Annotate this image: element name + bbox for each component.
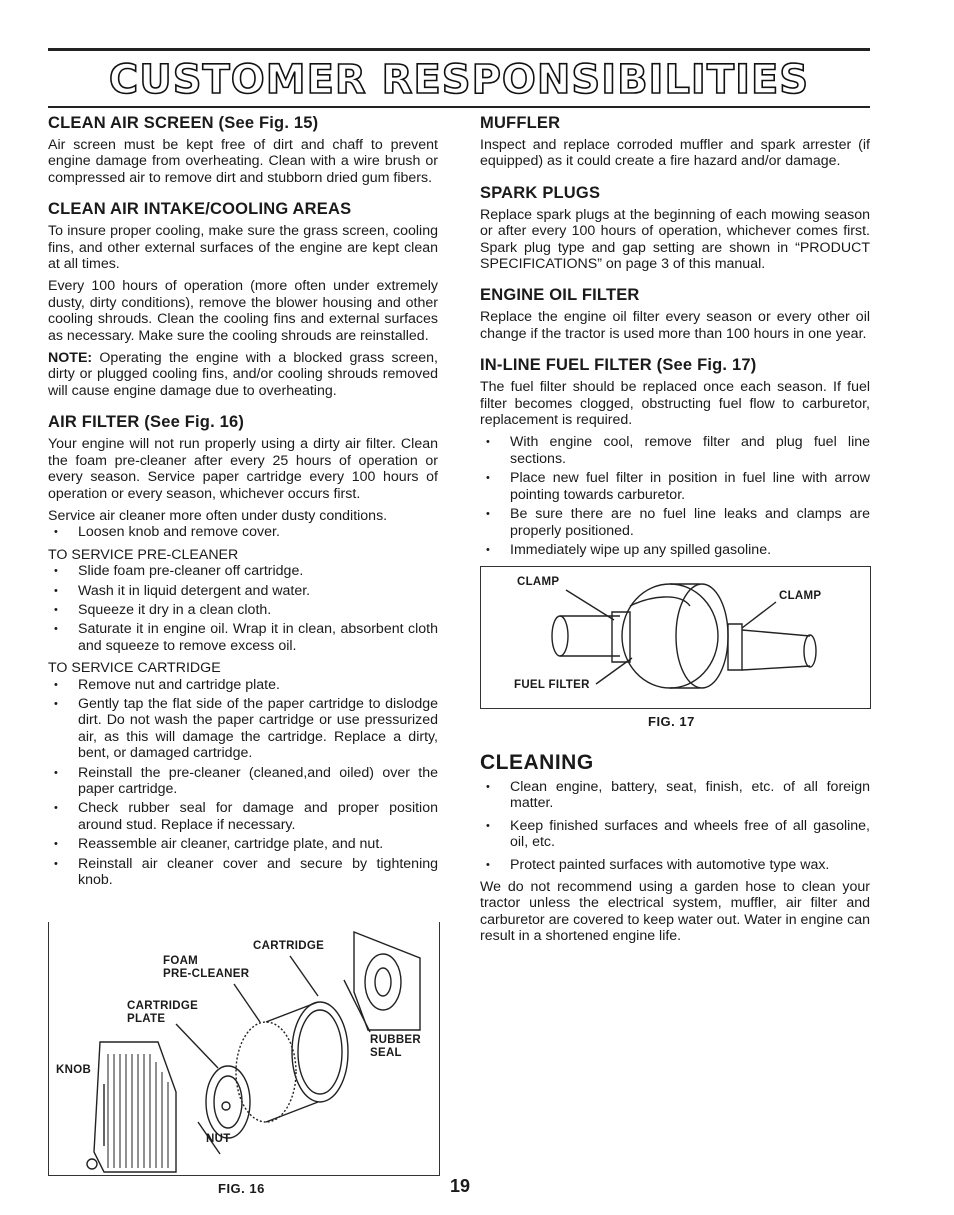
list-item: • Reinstall the pre-cleaner (cleaned,and oiled) over the paper cartridge.: [48, 765, 438, 798]
fuel-filter-heading: IN-LINE FUEL FILTER (See Fig. 17): [480, 356, 757, 375]
list-item: • Place new fuel filter in position in fuel line with arrow pointing towards carburetor.: [480, 470, 870, 503]
intake-paragraph-1: To insure proper cooling, make sure the grass screen, cooling fins, and other external surfaces of the engine are kept clean at all times.: [48, 223, 438, 273]
title-underline: [48, 106, 870, 108]
fuel-filter-list: [480, 434, 870, 558]
list-item: • Wash it in liquid detergent and water.: [48, 583, 438, 599]
fig16-label-foam: FOAM: [163, 955, 199, 967]
pre-cleaner-subheading: TO SERVICE PRE-CLEANER: [48, 546, 239, 563]
cleaning-heading: CLEANING: [480, 751, 594, 774]
fig17-label-clamp-left: CLAMP: [517, 576, 560, 588]
list-item: • Slide foam pre-cleaner off cartridge.: [48, 563, 438, 579]
list-item: • Reassemble air cleaner, cartridge plate, and nut.: [48, 836, 438, 852]
fig16-label-knob: KNOB: [56, 1064, 92, 1076]
fig16-caption: FIG. 16: [218, 1181, 265, 1196]
fig17-label-fuel-filter: FUEL FILTER: [514, 679, 590, 691]
fig17-label-clamp-right: CLAMP: [779, 590, 822, 602]
air-screen-heading: CLEAN AIR SCREEN (See Fig. 15): [48, 114, 319, 132]
fig16-label-cartridge-plate-1: CARTRIDGE: [127, 1000, 199, 1012]
fig16-label-cartridge: CARTRIDGE: [253, 940, 325, 952]
pre-cleaner-list: [48, 563, 438, 654]
list-item: • Gently tap the flat side of the paper cartridge to dislodge dirt. Do not wash the paper cartridge or use pressurized air, as this will damage the cartridge. Replace a dirty, bent, or damaged cartridge.: [48, 696, 438, 762]
cartridge-list: [48, 677, 438, 889]
top-rule: [48, 48, 870, 51]
note-text: Operating the engine with a blocked grass screen, dirty or plugged cooling fins, and/or cooling shrouds removed will cause engine damage due to overheating.: [48, 350, 438, 399]
page-title: CUSTOMER RESPONSIBILITIES: [108, 57, 810, 103]
list-item: • With engine cool, remove filter and plug fuel line sections.: [480, 434, 870, 467]
cleaning-text: We do not recommend using a garden hose to clean your tractor unless the electrical system, muffler, air filter and carburetor are covered to keep water out. Water in engine can result in a shortened engine life.: [480, 879, 870, 945]
fig16-label-seal: SEAL: [370, 1047, 402, 1059]
intake-heading: CLEAN AIR INTAKE/COOLING AREAS: [48, 200, 352, 219]
note-label: NOTE:: [48, 350, 93, 367]
muffler-heading: MUFFLER: [480, 114, 561, 132]
cartridge-subheading: TO SERVICE CARTRIDGE: [48, 660, 221, 677]
list-item: • Check rubber seal for damage and proper position around stud. Replace if necessary.: [48, 800, 438, 833]
air-filter-heading: AIR FILTER (See Fig. 16): [48, 413, 245, 432]
muffler-text: Inspect and replace corroded muffler and spark arrester (if equipped) as it could create a fire hazard and/or damage.: [480, 137, 870, 170]
fuel-filter-text: The fuel filter should be replaced once each season. If fuel filter becomes clogged, obstructing fuel flow to carburetor, replacement is required.: [480, 379, 870, 429]
list-item: • Immediately wipe up any spilled gasoline.: [480, 542, 870, 558]
fig16-label-rubber: RUBBER: [370, 1034, 421, 1046]
intake-note: [48, 350, 438, 399]
list-item: • Be sure there are no fuel line leaks and clamps are properly positioned.: [480, 506, 870, 539]
fig16-label-nut: NUT: [206, 1133, 231, 1145]
list-item: • Remove nut and cartridge plate.: [48, 677, 438, 693]
fig16-label-precleaner: PRE-CLEANER: [163, 968, 250, 980]
air-filter-paragraph-1: Your engine will not run properly using a dirty air filter. Clean the foam pre-cleaner after every 25 hours of operation or every season. Service paper cartridge every 100 hours of operation or every season, whichever occurs first.: [48, 436, 438, 502]
cleaning-section: [480, 751, 870, 951]
air-filter-list: [48, 524, 438, 540]
intake-paragraph-2: Every 100 hours of operation (more often under extremely dusty, dirty conditions), remove the blower housing and other cooling shrouds. Clean the cooling fins and external surfaces as necessary. Make sure the cooling shrouds are reinstalled.: [48, 278, 438, 344]
air-screen-text: Air screen must be kept free of dirt and chaff to prevent engine damage from overheating. Clean with a wire brush or compressed air to remove dirt and stubborn dried gum fibers.: [48, 137, 438, 186]
left-column: [48, 114, 438, 894]
air-filter-paragraph-2: Service air cleaner more often under dusty conditions.: [48, 507, 388, 524]
right-column: [480, 114, 870, 564]
oil-filter-text: Replace the engine oil filter every season or every other oil change if the tractor is used more than 100 hours in one year.: [480, 309, 870, 342]
fig17-caption: FIG. 17: [648, 714, 695, 729]
spark-plugs-heading: SPARK PLUGS: [480, 183, 601, 202]
fig16-label-cartridge-plate-2: PLATE: [127, 1013, 166, 1025]
list-item: • Saturate it in engine oil. Wrap it in clean, absorbent cloth and squeeze to remove excess oil.: [48, 621, 438, 654]
spark-plugs-text: Replace spark plugs at the beginning of each mowing season or after every 100 hours of operation, whichever comes first. Spark plug type and gap setting are shown in “PRODUCT SPECIFICATIONS” on page 3 of this manual.: [480, 206, 870, 273]
list-item: • Loosen knob and remove cover.: [48, 524, 438, 540]
list-item: • Squeeze it dry in a clean cloth.: [48, 602, 438, 618]
list-item: • Reinstall air cleaner cover and secure by tightening knob.: [48, 856, 438, 889]
page-number: 19: [450, 1176, 471, 1196]
list-item: • Protect painted surfaces with automotive type wax.: [480, 857, 870, 873]
list-item: • Keep finished surfaces and wheels free of all gasoline, oil, etc.: [480, 818, 870, 851]
cleaning-list: [480, 779, 870, 873]
oil-filter-heading: ENGINE OIL FILTER: [480, 286, 640, 305]
list-item: • Clean engine, battery, seat, finish, etc. of all foreign matter.: [480, 779, 870, 812]
